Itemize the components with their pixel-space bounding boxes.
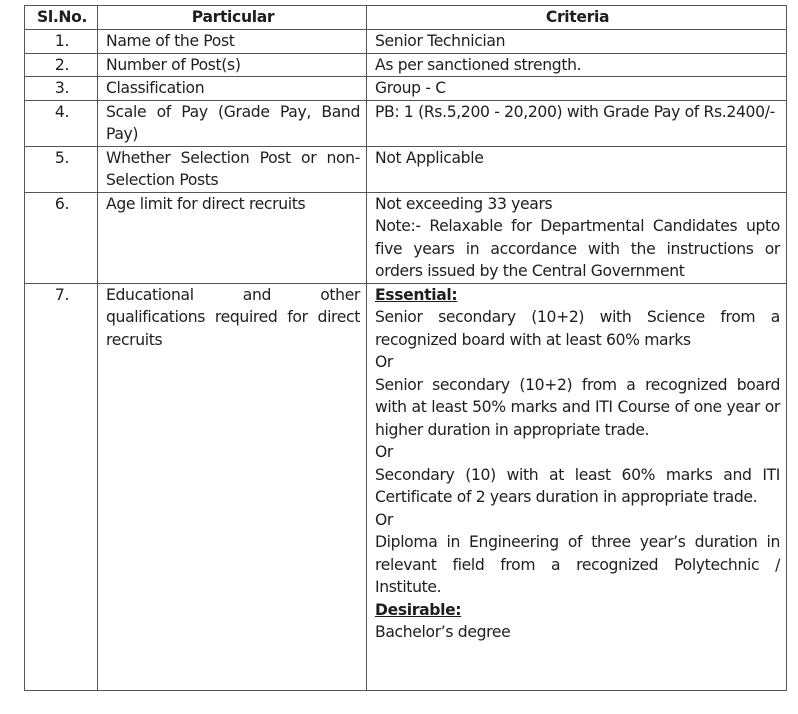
qualification-option: Senior secondary (10+2) from a recognized board with at least 50% marks and ITI Course of one year or higher duration in appropriate trade. xyxy=(375,375,780,439)
row-particular: Age limit for direct recruits xyxy=(98,192,367,283)
desirable-qualification: Bachelor’s degree xyxy=(375,623,511,641)
desirable-label: Desirable: xyxy=(375,600,462,619)
qualification-option: Diploma in Engineering of three year’s duration in relevant field from a recognized Polytechnic / Institute. xyxy=(375,533,780,596)
recruitment-criteria-table xyxy=(24,5,787,691)
table-row xyxy=(25,192,787,283)
row-particular: Scale of Pay (Grade Pay, Band Pay) xyxy=(98,100,367,146)
row-sl: 2. xyxy=(25,53,98,77)
table-row xyxy=(25,100,787,146)
row-particular: Whether Selection Post or non-Selection Posts xyxy=(98,146,367,192)
age-limit-value: Not exceeding 33 years xyxy=(375,194,553,213)
row-criteria: Group - C xyxy=(367,77,787,101)
row-criteria: Senior Technician xyxy=(367,30,787,54)
row-criteria: As per sanctioned strength. xyxy=(367,53,787,77)
table-row xyxy=(25,53,787,77)
row-particular: Name of the Post xyxy=(98,30,367,54)
row-sl: 1. xyxy=(25,30,98,54)
table-row xyxy=(25,77,787,101)
header-criteria: Criteria xyxy=(367,6,787,30)
table-row xyxy=(25,146,787,192)
row-sl: 7. xyxy=(25,283,98,690)
row-criteria: Not Applicable xyxy=(367,146,787,192)
row-criteria xyxy=(367,283,787,690)
or-separator: Or xyxy=(375,443,393,461)
row-criteria xyxy=(367,192,787,283)
row-criteria: PB: 1 (Rs.5,200 - 20,200) with Grade Pay of Rs.2400/- xyxy=(367,100,787,146)
or-separator: Or xyxy=(375,353,393,371)
header-sl-no: Sl.No. xyxy=(25,6,98,30)
row-sl: 3. xyxy=(25,77,98,101)
qualification-option: Secondary (10) with at least 60% marks and ITI Certificate of 2 years duration in appropriate trade. xyxy=(375,465,780,506)
row-particular: Classification xyxy=(98,77,367,101)
header-row xyxy=(25,6,787,30)
row-sl: 6. xyxy=(25,192,98,283)
row-particular: Number of Post(s) xyxy=(98,53,367,77)
age-relaxation-note: Note:- Relaxable for Departmental Candidates upto five years in accordance with the instructions or orders issued by the Central Government xyxy=(375,217,780,280)
essential-label: Essential: xyxy=(375,285,458,304)
header-particular: Particular xyxy=(98,6,367,30)
or-separator: Or xyxy=(375,510,393,529)
table-row xyxy=(25,30,787,54)
qualification-option: Senior secondary (10+2) with Science from a recognized board with at least 60% marks xyxy=(375,308,780,349)
table-row xyxy=(25,283,787,690)
row-sl: 4. xyxy=(25,100,98,146)
row-particular: Educational and other qualifications required for direct recruits xyxy=(98,283,367,690)
row-sl: 5. xyxy=(25,146,98,192)
